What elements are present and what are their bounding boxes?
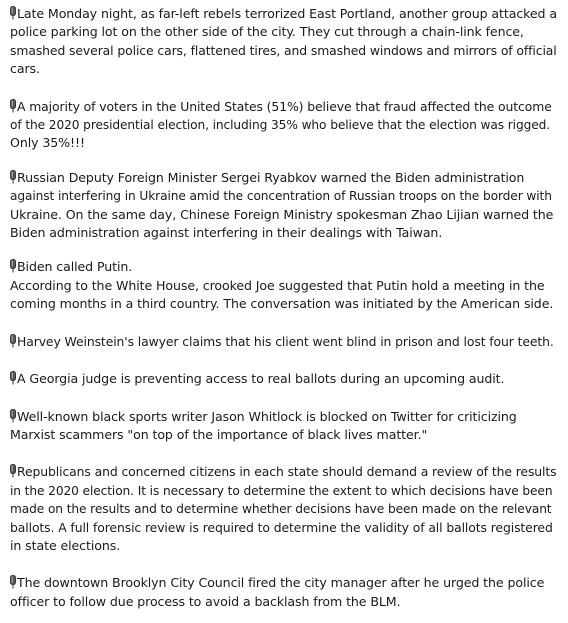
post-election-review <box>10 463 558 555</box>
post-line: Late Monday night, as far-left rebels terrorized East Portland, another group attacked a <box>10 5 558 23</box>
post-line: Republicans and concerned citizens in each state should demand a review of the results <box>10 463 558 481</box>
post-weinstein-lawyer <box>10 333 558 351</box>
post-line: in the 2020 election. It is necessary to determine the extent to which decisions have been <box>10 483 553 498</box>
post-ryabkov-warning <box>10 169 558 243</box>
pushpin-icon <box>10 6 16 20</box>
post-line: A majority of voters in the United States (51%) believe that fraud affected the outcome <box>10 98 558 116</box>
pushpin-icon <box>10 170 16 184</box>
pushpin-icon <box>10 334 16 348</box>
post-georgia-judge <box>10 370 558 388</box>
post-line: in state elections. <box>10 537 121 553</box>
pushpin-icon <box>10 464 16 478</box>
post-brooklyn-council <box>10 574 558 611</box>
pushpin-icon <box>10 259 16 273</box>
post-line: against interfering in Ukraine amid the concentration of Russian troops on the border with <box>10 189 552 204</box>
post-whitlock-blocked <box>10 408 558 445</box>
post-portland-attack <box>10 5 558 79</box>
post-line: Biden called Putin. <box>10 258 558 276</box>
pushpin-icon <box>10 409 16 423</box>
post-line: police parking lot on the other side of the city. They cut through a chain-link fence, <box>10 24 524 40</box>
pushpin-icon <box>10 371 16 385</box>
post-line: Ukraine. On the same day, Chinese Foreign Ministry spokesman Zhao Lijian warned the <box>10 206 554 222</box>
post-biden-called-putin <box>10 258 558 313</box>
post-line: officer to follow due process to avoid a backlash from the BLM. <box>10 593 401 609</box>
post-line: made on the results and to determine whether decisions have been made on the relevant <box>10 502 552 517</box>
pushpin-icon <box>10 99 16 113</box>
post-line: Only 35%!!! <box>10 135 85 151</box>
post-line: Harvey Weinstein's lawyer claims that his client went blind in prison and lost four teeth. <box>10 333 558 351</box>
post-line: A Georgia judge is preventing access to real ballots during an upcoming audit. <box>10 370 558 388</box>
post-line: Biden administration against interfering in their dealings with Taiwan. <box>10 225 443 241</box>
post-line: cars. <box>10 61 40 77</box>
post-line: Marxist scammers "on top of the importance of black lives matter." <box>10 426 428 442</box>
pushpin-icon <box>10 575 16 589</box>
post-voter-fraud-poll <box>10 98 558 153</box>
post-line: Russian Deputy Foreign Minister Sergei Ryabkov warned the Biden administration <box>10 169 558 187</box>
post-line: According to the White House, crooked Joe suggested that Putin hold a meeting in the <box>10 277 545 293</box>
post-line: smashed several police cars, flattened tires, and smashed windows and mirrors of official <box>10 42 557 58</box>
post-line: coming months in a third country. The conversation was initiated by the American side. <box>10 296 554 312</box>
post-line: The downtown Brooklyn City Council fired the city manager after he urged the police <box>10 574 558 592</box>
post-line: Well-known black sports writer Jason Whitlock is blocked on Twitter for criticizing <box>10 408 558 426</box>
post-line: of the 2020 presidential election, including 35% who believe that the election was rigged. <box>10 118 551 133</box>
post-line: ballots. A full forensic review is required to determine the validity of all ballots registered <box>10 519 553 535</box>
